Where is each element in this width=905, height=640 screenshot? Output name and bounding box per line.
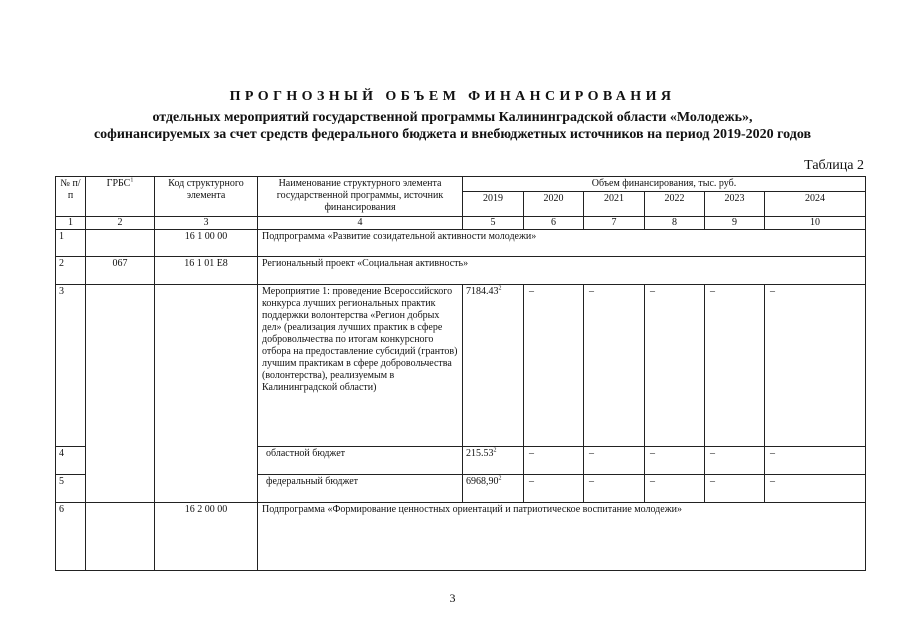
index-cell: 10 [765,217,866,230]
document-title: ПРОГНОЗНЫЙ ОБЪЕМ ФИНАНСИРОВАНИЯ [229,89,676,104]
row-code: 16 1 00 00 [155,230,258,257]
value-2020: – [524,475,584,503]
value-2019: 215.53$^2$ [463,447,524,475]
funding-table [55,176,866,571]
index-cell: 1 [56,217,86,230]
index-cell: 5 [463,217,524,230]
table-row [56,230,866,257]
row-code: 16 2 00 00 [155,503,258,571]
header-year-2020: 2020 [524,192,584,217]
header-year-2022: 2022 [645,192,705,217]
header-num: № п/п [56,177,86,217]
row-name: Подпрограмма «Формирование ценностных ориентаций и патриотическое воспитание молодежи» [258,503,866,571]
header-year-2024: 2024 [765,192,866,217]
value-2021: – [584,475,645,503]
header-code: Код структурного элемента [155,177,258,217]
value-2019: 6968,90$^2$ [463,475,524,503]
header-name: Наименование структурного элемента государственной программы, источник финансирования [258,177,463,217]
value-2024: – [765,285,866,447]
row-num: 5 [56,475,86,503]
table-label: Таблица 2 [804,158,864,173]
value-2024: – [765,475,866,503]
index-cell: 4 [258,217,463,230]
row-num: 1 [56,230,86,257]
document-subtitle-line-1: отдельных мероприятий государственной программы Калининградской области «Молодежь», [152,110,753,125]
value-2024: – [765,447,866,475]
row-grbs [86,503,155,571]
value-2021: – [584,447,645,475]
index-cell: 8 [645,217,705,230]
document-subtitle-line-2: софинансируемых за счет средств федерального бюджета и внебюджетных источников на период 2019-2020 годов [93,127,812,142]
index-cell: 7 [584,217,645,230]
value-2022: – [645,447,705,475]
header-year-2019: 2019 [463,192,524,217]
index-cell: 6 [524,217,584,230]
row-code-merged [155,285,258,503]
table-row [56,503,866,571]
row-name: областной бюджет [258,447,463,475]
table-row [56,257,866,285]
row-grbs [86,230,155,257]
row-name: Подпрограмма «Развитие созидательной активности молодежи» [258,230,866,257]
table-row [56,285,866,447]
row-num: 4 [56,447,86,475]
column-index-row [56,217,866,230]
value-2023: – [705,285,765,447]
page-number: 3 [449,591,456,605]
value-2023: – [705,475,765,503]
index-cell: 3 [155,217,258,230]
row-num: 6 [56,503,86,571]
value-2020: – [524,285,584,447]
index-cell: 9 [705,217,765,230]
header-year-2023: 2023 [705,192,765,217]
row-code: 16 1 01 E8 [155,257,258,285]
value-2022: – [645,285,705,447]
row-name: федеральный бюджет [258,475,463,503]
row-name: Региональный проект «Социальная активность» [258,257,866,285]
row-num: 2 [56,257,86,285]
header-grbs: ГРБС$^1$ [86,177,155,217]
header-year-2021: 2021 [584,192,645,217]
row-num: 3 [56,285,86,447]
row-name: Мероприятие 1: проведение Всероссийского конкурса лучших региональных практик поддержки волонтерства «Регион добрых дел» (реализация лучших практик в сфере добровольчества по итогам конкурсного отбора на предоставление субсидий (грантов) лучшим практикам в сфере добровольчества (волонтерства), реализуемым в Калининградской области) [258,285,463,447]
index-cell: 2 [86,217,155,230]
row-grbs: 067 [86,257,155,285]
value-2019: 7184.43$^2$ [463,285,524,447]
header-funding: Объем финансирования, тыс. руб. [463,177,866,192]
value-2020: – [524,447,584,475]
value-2023: – [705,447,765,475]
value-2021: – [584,285,645,447]
row-grbs-merged [86,285,155,503]
value-2022: – [645,475,705,503]
